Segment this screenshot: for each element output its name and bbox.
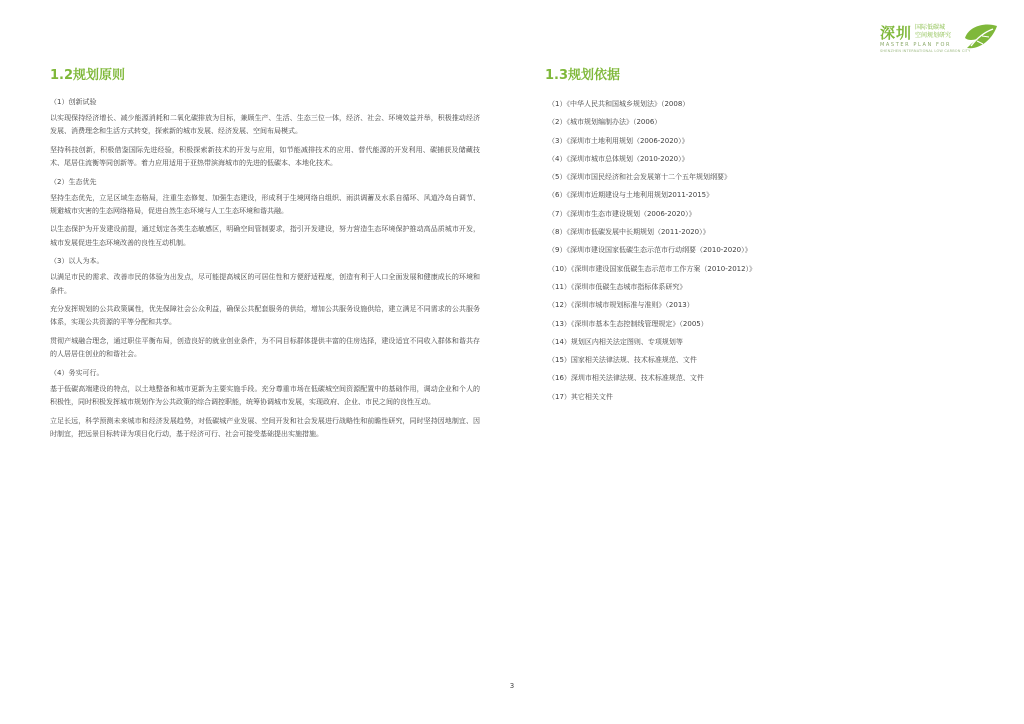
basis-list-item: （15）国家相关法律法规、技术标准规范、文件	[548, 356, 697, 365]
principle-paragraph: 以满足市民的需求、改善市民的体验为出发点，尽可能提高城区的可居住性和方便舒适程度，创造有利于人口全面发展和健康成长的环境和条件。	[50, 273, 480, 295]
page-number: 3	[509, 682, 515, 690]
section-title-principles: 1.2规划原则	[50, 68, 126, 83]
basis-list-item: （7）《深圳市生态市建设规划（2006-2020）》	[548, 209, 696, 218]
logo-line-1: 国际低碳城	[915, 24, 946, 31]
basis-list-item: （13）《深圳市基本生态控制线管理规定》（2005）	[548, 319, 708, 328]
principle-heading: （4）务实可行。	[50, 368, 104, 377]
principles-content	[50, 96, 480, 446]
principle-paragraph: 坚持科技创新，积极借鉴国际先进经验，积极探索新技术的开发与应用，如节能减排技术的应用、替代能源的开发利用、碳捕获及储藏技术、尾居住流衡等同创新等。着力应用适用于亚热带滨海城市的先进的低碳本、本地化技术。	[50, 145, 480, 168]
basis-list-item: （11）《深圳市低碳生态城市指标体系研究》	[548, 282, 687, 291]
basis-list-item: （6）《深圳市近期建设与土地利用规划2011-2015》	[548, 191, 714, 200]
leaf-logo-icon	[963, 22, 999, 52]
basis-list-item: （16）深圳市相关法律法规、技术标准规范、文件	[548, 374, 704, 383]
principle-paragraph: 坚持生态优先，立足区域生态格局，注重生态修复、加强生态建设，形成利于生境网络自组织、雨洪调蓄及水系自循环、风道冷岛自调节、规避城市灾害的生态网络格局，促进自然生态环境与人工生态环境和谐共融。	[50, 193, 480, 216]
basis-list-item: （14）规划区内相关法定图则、专项规划等	[548, 337, 683, 346]
principle-paragraph: 以实现保持经济增长、减少能源消耗和二氧化碳排放为目标，兼顾生产、生活、生态三位一体，经济、社会、环境效益并举，积极推动经济发展、消费理念和生活方式转变，探索新的城市发展、经济发展、空间布局模式。	[50, 114, 480, 136]
principle-heading: （3）以人为本。	[50, 257, 104, 266]
principle-paragraph: 立足长远，科学预测未来城市和经济发展趋势，对低碳城产业发展、空间开发和社会发展进行战略性和前瞻性研究，同时坚持因地制宜、因时制宜，把远景目标转译为项目化行动，基于经济可行、社会可接受基础提出实施措施。	[50, 416, 480, 438]
principle-heading: （1）创新试验	[50, 98, 97, 106]
logo-line-2: 空间规划研究	[915, 32, 952, 39]
basis-list-item: （5）《深圳市国民经济和社会发展第十二个五年规划纲要》	[548, 173, 731, 182]
logo-line-4: SHENZHEN INTERNATIONAL LOW CARBON CITY	[880, 49, 971, 53]
principle-paragraph: 充分发挥规划的公共政策属性，优先保障社会公众利益，确保公共配套服务的供给，增加公共服务设施供给，建立满足不同需求的公共服务体系，实现公共资源的平等分配和共享。	[50, 305, 480, 327]
principle-paragraph: 贯彻产城融合理念，通过职住平衡布局，创造良好的就业创业条件，为不同目标群体提供丰富的住房选择，建设适宜不同收入群体和谐共存的人居居住创业的和谐社会。	[50, 336, 480, 359]
basis-list-item: （1）《中华人民共和国城乡规划法》（2008）	[548, 100, 690, 108]
logo-line-3: MASTER PLAN FOR	[880, 42, 952, 48]
basis-list	[548, 95, 848, 406]
basis-list-item: （3）《深圳市土地利用规划（2006-2020）》	[548, 136, 689, 145]
basis-list-item: （2）《城市规划编制办法》（2006）	[548, 118, 662, 127]
project-logo	[880, 22, 1000, 56]
basis-list-item: （9）《深圳市建设国家低碳生态示范市行动纲要（2010-2020）》	[548, 246, 752, 255]
basis-list-item: （17）其它相关文件	[548, 392, 613, 401]
basis-list-item: （10）《深圳市建设国家低碳生态示范市工作方案（2010-2012）》	[548, 264, 757, 273]
section-title-basis: 1.3规划依据	[545, 68, 621, 83]
basis-list-item: （8）《深圳市低碳发展中长期规划（2011-2020）》	[548, 228, 710, 237]
principle-paragraph: 基于低碳高端建设的特点，以土地整备和城市更新为主要实施手段。充分尊重市场在低碳城空间资源配置中的基础作用，调动企业和个人的积极性，同时积极发挥城市规划作为公共政策的综合调控职能，统筹协调城市发展，实现政府、企业、市民之间的良性互动。	[50, 384, 480, 407]
logo-city-text: 深圳	[880, 24, 913, 42]
principle-paragraph: 以生态保护为开发建设前提，通过划定各类生态敏感区，明确空间管制要求，指引开发建设，努力营造生态环境保护推动高品质城市开发，城市发展促进生态环境改善的良性互动机制。	[50, 225, 480, 247]
principle-heading: （2）生态优先	[50, 177, 97, 186]
basis-list-item: （4）《深圳市城市总体规划（2010-2020）》	[548, 154, 689, 163]
basis-list-item: （12）《深圳市城市规划标准与准则》（2013）	[548, 301, 694, 310]
